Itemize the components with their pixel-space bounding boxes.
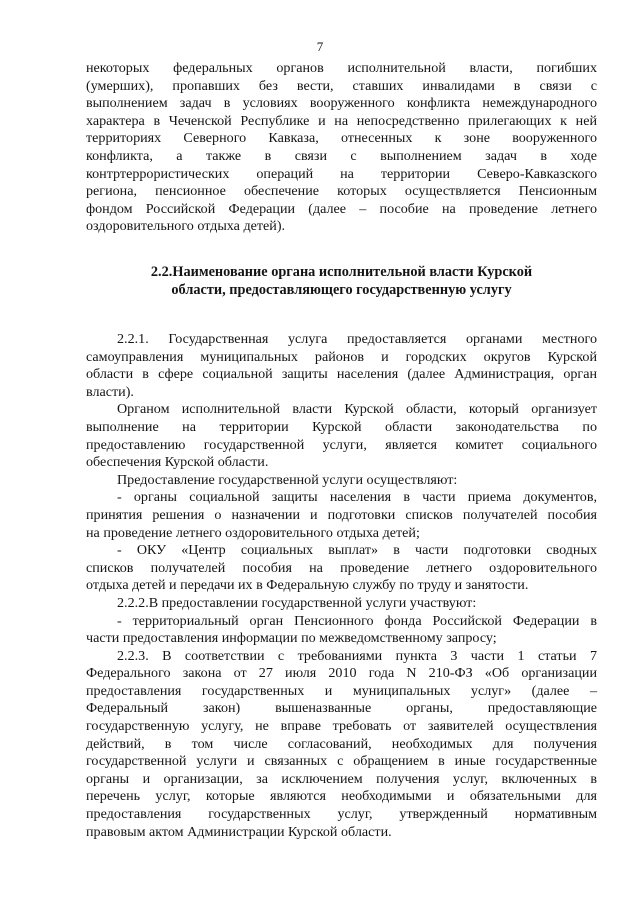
text-line: (умерших), пропавших без вести, ставших инвалидами в связи с xyxy=(86,77,597,94)
text-line: территориях Северного Кавказа, отнесенных к зоне вооруженного xyxy=(86,130,597,147)
text-line: 2.2.1. Государственная услуга предоставляется органами местного xyxy=(117,331,597,347)
text-line: фондом Российской Федерации (далее – пособие на проведение летнего xyxy=(86,200,597,217)
paragraph-2-2-1 xyxy=(86,331,597,841)
text-line: Органом исполнительной власти Курской области, который организует xyxy=(117,401,597,418)
text-line: некоторых федеральных органов исполнительной власти, погибших xyxy=(86,60,597,76)
text-line: перечень услуг, которые являются необходимыми и обязательными для xyxy=(86,788,597,805)
text-line: на проведение летнего оздоровительного отдыха детей; xyxy=(86,524,420,541)
text-line: конфликта, а также в связи с выполнением задач в ходе xyxy=(86,147,597,164)
text-line: - ОКУ «Центр социальных выплат» в части подготовки сводных xyxy=(117,542,597,559)
text-line: государственную услугу, не вправе требовать от заявителей осуществления xyxy=(86,718,597,735)
text-line: выполнением задач в условиях вооруженного конфликта немеждународного xyxy=(86,95,597,112)
text-line: части предоставления информации по межведомственному запросу; xyxy=(86,630,497,647)
heading-line: области, предоставляющего государственную услугу xyxy=(171,282,512,298)
text-line: правовым актом Администрации Курской области. xyxy=(86,823,392,840)
text-line: принятия решения о назначении и подготовки списков получателей пособия xyxy=(86,506,597,523)
text-line: выполнение на территории Курской области законодательства по xyxy=(86,418,597,435)
text-line: государственной услуги и связанных с обращением в иные государственные xyxy=(86,753,597,770)
text-line: области в сфере социальной защиты населения (далее Администрация, орган xyxy=(86,366,597,383)
text-line: - территориальный орган Пенсионного фонда Российской Федерации в xyxy=(117,612,597,629)
text-line: действий, в том числе согласований, необходимых для получения xyxy=(86,735,597,752)
text-line: предоставления государственных услуг, утвержденный нормативным xyxy=(86,806,597,823)
text-line: предоставления государственных и муниципальных услуг» (далее – xyxy=(86,682,597,699)
text-line: 2.2.2.В предоставлении государственной услуги участвуют: xyxy=(117,594,477,611)
paragraph-continuation xyxy=(86,60,597,236)
text-line: контртеррористических операций на территории Северо-Кавказского xyxy=(86,165,597,182)
text-line: власти). xyxy=(86,383,134,400)
text-line: списков получателей пособия на проведение летнего оздоровительного xyxy=(86,559,597,576)
text-line: обеспечения Курской области. xyxy=(86,454,269,471)
text-line: самоуправления муниципальных районов и городских округов Курской xyxy=(86,348,597,365)
section-heading xyxy=(86,263,597,299)
text-line: - органы социальной защиты населения в части приема документов, xyxy=(117,489,597,506)
text-line: Федеральный закон) вышеназванные органы, предоставляющие xyxy=(86,700,597,717)
text-line: оздоровительного отдыха детей). xyxy=(86,218,286,235)
page-number: 7 xyxy=(316,39,324,54)
text-line: органы и организации, за исключением получения услуг, включенных в xyxy=(86,770,597,787)
heading-line: 2.2.Наименование органа исполнительной власти Курской xyxy=(150,264,533,280)
text-line: предоставлению государственной услуги, является комитет социального xyxy=(86,436,597,453)
text-line: характера в Чеченской Республике и на непосредственно прилегающих к ней xyxy=(86,112,597,129)
text-line: Предоставление государственной услуги осуществляют: xyxy=(117,471,458,488)
text-line: региона, пенсионное обеспечение которых осуществляется Пенсионным xyxy=(86,183,597,200)
text-line: отдыха детей и передачи их в Федеральную службу по труду и занятости. xyxy=(86,577,529,594)
text-line: Федерального закона от 27 июля 2010 года N 210-ФЗ «Об организации xyxy=(86,665,597,682)
text-line: 2.2.3. В соответствии с требованиями пункта 3 части 1 статьи 7 xyxy=(117,647,597,664)
